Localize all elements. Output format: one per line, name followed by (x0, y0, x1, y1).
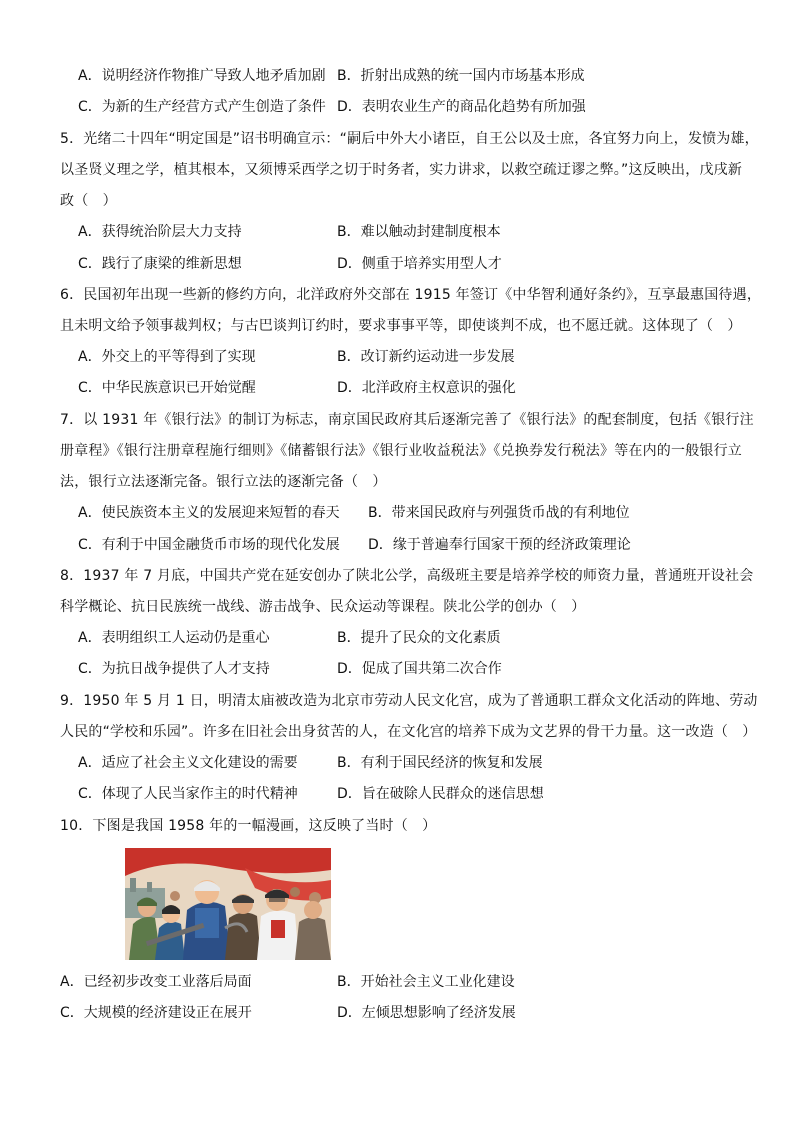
q5-stem-line-2: 以圣贤义理之学，植其根本，又须博采西学之切于时务者，实力讲求，以救空疏迂谬之弊。”这反映出，戊戌新 (60, 162, 743, 178)
q6-option-a[interactable]: A．外交上的平等得到了实现 (78, 349, 256, 365)
q7-option-b[interactable]: B．带来国民政府与列强货币战的有利地位 (368, 505, 630, 521)
q8-option-a[interactable]: A．表明组织工人运动仍是重心 (78, 630, 270, 646)
q10-poster-image (125, 848, 331, 960)
q6-option-c[interactable]: C．中华民族意识已开始觉醒 (78, 380, 256, 396)
poster-illustration (125, 848, 331, 960)
q9-stem-line-2: 人民的“学校和乐园”。许多在旧社会出身贫苦的人，在文化宫的培养下成为文艺界的骨干力量。这一改造（ ） (60, 724, 757, 740)
q9-option-a[interactable]: A．适应了社会主义文化建设的需要 (78, 755, 298, 771)
q7-option-d[interactable]: D．缘于普遍奉行国家干预的经济政策理论 (368, 537, 631, 553)
q4-option-a[interactable]: A．说明经济作物推广导致人地矛盾加剧 (78, 68, 326, 84)
q8-stem-line-2: 科学概论、抗日民族统一战线、游击战争、民众运动等课程。陕北公学的创办（ ） (60, 599, 586, 615)
q7-stem-line-3: 法，银行立法逐渐完备。银行立法的逐渐完备（ ） (60, 474, 387, 490)
q7-stem-line-1: 7．以 1931 年《银行法》的制订为标志，南京国民政府其后逐渐完善了《银行法》的配套制度，包括《银行注 (60, 412, 754, 428)
q5-stem-line-1: 5．光绪二十四年“明定国是”诏书明确宣示：“嗣后中外大小诸臣，自王公以及士庶，各宜努力向上，发愤为雄， (60, 131, 759, 147)
q6-option-d[interactable]: D．北洋政府主权意识的强化 (337, 380, 516, 396)
q5-option-b[interactable]: B．难以触动封建制度根本 (337, 224, 501, 240)
q6-stem-line-2: 且未明文给予领事裁判权；与古巴谈判订约时，要求事事平等，即使谈判不成，也不愿迁就。这体现了（ ） (60, 318, 742, 334)
q8-option-c[interactable]: C．为抗日战争提供了人才支持 (78, 661, 270, 677)
q4-option-c[interactable]: C．为新的生产经营方式产生创造了条件 (78, 99, 326, 115)
q10-option-b[interactable]: B．开始社会主义工业化建设 (337, 974, 515, 990)
q4-option-b[interactable]: B．折射出成熟的统一国内市场基本形成 (337, 68, 585, 84)
q4-option-d[interactable]: D．表明农业生产的商品化趋势有所加强 (337, 99, 586, 115)
q8-option-b[interactable]: B．提升了民众的文化素质 (337, 630, 501, 646)
q5-option-c[interactable]: C．践行了康梁的维新思想 (78, 256, 242, 272)
q6-option-b[interactable]: B．改订新约运动进一步发展 (337, 349, 515, 365)
q5-option-d[interactable]: D．侧重于培养实用型人才 (337, 256, 502, 272)
q10-option-c[interactable]: C．大规模的经济建设正在展开 (60, 1005, 252, 1021)
q7-option-a[interactable]: A．使民族资本主义的发展迎来短暂的春天 (78, 505, 340, 521)
q10-option-a[interactable]: A．已经初步改变工业落后局面 (60, 974, 252, 990)
q5-stem-line-3: 政（ ） (60, 193, 117, 209)
q10-option-d[interactable]: D．左倾思想影响了经济发展 (337, 1005, 516, 1021)
q6-stem-line-1: 6．民国初年出现一些新的修约方向，北洋政府外交部在 1915 年签订《中华智利通好条约》，互享最惠国待遇， (60, 287, 762, 303)
q9-option-d[interactable]: D．旨在破除人民群众的迷信思想 (337, 786, 544, 802)
q5-option-a[interactable]: A．获得统治阶层大力支持 (78, 224, 242, 240)
q9-option-b[interactable]: B．有利于国民经济的恢复和发展 (337, 755, 543, 771)
q9-stem-line-1: 9．1950 年 5 月 1 日，明清太庙被改造为北京市劳动人民文化宫，成为了普通职工群众文化活动的阵地、劳动 (60, 693, 758, 709)
q7-option-c[interactable]: C．有利于中国金融货币市场的现代化发展 (78, 537, 340, 553)
q7-stem-line-2: 册章程》《银行注册章程施行细则》《储蓄银行法》《银行业收益税法》《兑换券发行税法》等在内的一般银行立 (60, 443, 742, 459)
q8-option-d[interactable]: D．促成了国共第二次合作 (337, 661, 502, 677)
q9-option-c[interactable]: C．体现了人民当家作主的时代精神 (78, 786, 298, 802)
q8-stem-line-1: 8．1937 年 7 月底，中国共产党在延安创办了陕北公学，高级班主要是培养学校的师资力量，普通班开设社会 (60, 568, 754, 584)
q10-stem-line-1: 10．下图是我国 1958 年的一幅漫画，这反映了当时（ ） (60, 818, 437, 834)
